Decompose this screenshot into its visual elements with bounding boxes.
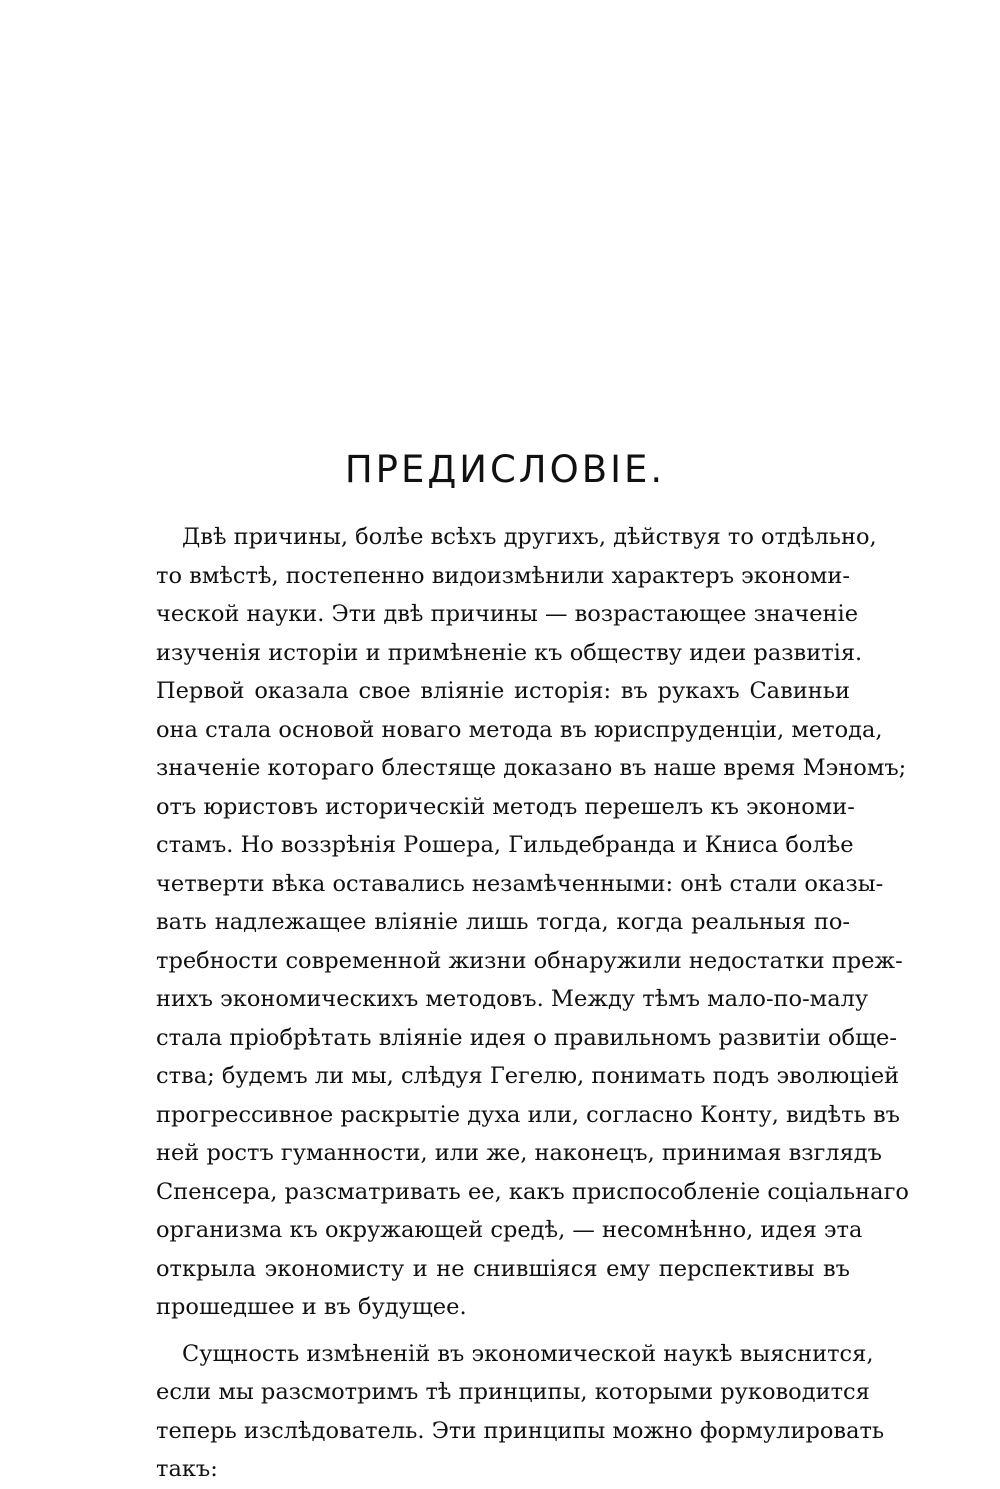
text-line: такъ: (156, 1456, 218, 1482)
text-line: организма къ окружающей средѣ, — несомнѣнно, идея эта (156, 1217, 863, 1243)
text-line: Первой оказала свое вліяніе исторія: въ рукахъ Савиньи (156, 678, 850, 704)
body-text (156, 518, 909, 1489)
text-line: то вмѣстѣ, постепенно видоизмѣнили характеръ экономи- (156, 562, 851, 589)
text-line: если мы разсмотримъ тѣ принципы, которыми руководится (156, 1379, 870, 1405)
text-line: ней ростъ гуманности, или же, наконецъ, принимая взглядъ (156, 1140, 882, 1166)
text-line: нихъ экономическихъ методовъ. Между тѣмъ мало-по-малу (156, 986, 869, 1012)
text-line: прошедшее и въ будущее. (156, 1294, 467, 1320)
text-line: Двѣ причины, болѣе всѣхъ другихъ, дѣйствуя то отдѣльно, (182, 524, 877, 550)
text-line: прогрессивное раскрытіе духа или, согласно Конту, видѣть въ (156, 1101, 900, 1128)
text-line: стала пріобрѣтать вліяніе идея о правильномъ развитіи обще- (156, 1024, 897, 1051)
text-line: Сущность измѣненій въ экономической наукѣ выяснится, (182, 1340, 874, 1367)
text-line: она стала основой новаго метода въ юриспруденціи, метода, (156, 716, 883, 743)
text-line: четверти вѣка оставались незамѣченными: онѣ стали оказы- (156, 870, 884, 897)
text-line: ства; будемъ ли мы, слѣдуя Гегелю, понимать подъ эволюціей (156, 1063, 900, 1089)
text-line: отъ юристовъ историческій методъ перешелъ къ экономи- (156, 793, 855, 820)
text-line: открыла экономисту и не снившіяся ему перспективы въ (156, 1255, 850, 1282)
text-line: изученія исторіи и примѣненіе къ обществу идеи развитія. (156, 639, 863, 666)
paragraph (156, 1335, 885, 1489)
text-line: значеніе котораго блестяще доказано въ наше время Мэномъ; (156, 755, 907, 781)
text-line: требности современной жизни обнаружили недостатки преж- (156, 947, 903, 974)
page-title: ПРЕДИСЛОВІЕ. (344, 448, 666, 491)
paragraph (156, 518, 909, 1327)
text-line: Спенсера, разсматривать ее, какъ приспособленіе соціальнаго (156, 1178, 909, 1205)
text-line: вать надлежащее вліяніе лишь тогда, когда реальныя по- (156, 909, 850, 935)
text-line: ческой науки. Эти двѣ причины — возрастающее значеніе (156, 601, 859, 627)
text-line: стамъ. Но воззрѣнія Рошера, Гильдебранда и Книса болѣе (156, 832, 854, 858)
text-line: теперь изслѣдователь. Эти принципы можно формулировать (156, 1417, 885, 1444)
paragraph-gap (156, 1327, 850, 1335)
